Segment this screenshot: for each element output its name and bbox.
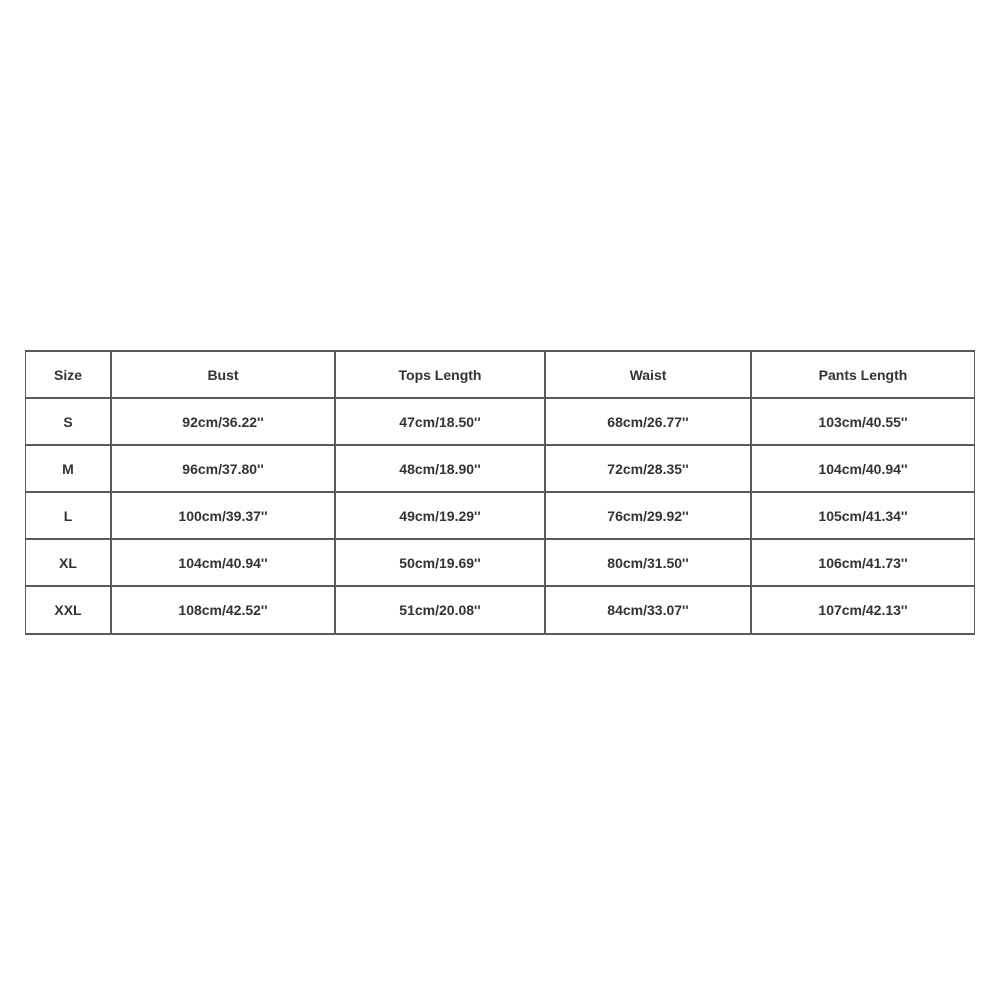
cell-waist: 80cm/31.50'' (545, 538, 751, 585)
header-pants-length: Pants Length (751, 350, 975, 397)
header-waist: Waist (545, 350, 751, 397)
header-size: Size (25, 350, 111, 397)
cell-size: L (25, 491, 111, 538)
table-row (25, 585, 975, 635)
cell-pants-length: 105cm/41.34'' (751, 491, 975, 538)
cell-size: M (25, 444, 111, 491)
cell-pants-length: 104cm/40.94'' (751, 444, 975, 491)
table-row (25, 444, 975, 491)
header-bust: Bust (111, 350, 335, 397)
cell-size: XXL (25, 585, 111, 635)
cell-waist: 76cm/29.92'' (545, 491, 751, 538)
cell-tops-length: 50cm/19.69'' (335, 538, 545, 585)
cell-pants-length: 103cm/40.55'' (751, 397, 975, 444)
table-header-row (25, 350, 975, 397)
cell-bust: 100cm/39.37'' (111, 491, 335, 538)
cell-bust: 104cm/40.94'' (111, 538, 335, 585)
cell-bust: 108cm/42.52'' (111, 585, 335, 635)
size-chart-table (25, 350, 975, 635)
cell-waist: 84cm/33.07'' (545, 585, 751, 635)
cell-waist: 68cm/26.77'' (545, 397, 751, 444)
table-row (25, 397, 975, 444)
cell-tops-length: 49cm/19.29'' (335, 491, 545, 538)
cell-pants-length: 107cm/42.13'' (751, 585, 975, 635)
cell-bust: 96cm/37.80'' (111, 444, 335, 491)
cell-size: S (25, 397, 111, 444)
cell-tops-length: 47cm/18.50'' (335, 397, 545, 444)
cell-pants-length: 106cm/41.73'' (751, 538, 975, 585)
header-tops-length: Tops Length (335, 350, 545, 397)
table-row (25, 491, 975, 538)
cell-tops-length: 51cm/20.08'' (335, 585, 545, 635)
cell-size: XL (25, 538, 111, 585)
table-row (25, 538, 975, 585)
cell-tops-length: 48cm/18.90'' (335, 444, 545, 491)
cell-bust: 92cm/36.22'' (111, 397, 335, 444)
cell-waist: 72cm/28.35'' (545, 444, 751, 491)
